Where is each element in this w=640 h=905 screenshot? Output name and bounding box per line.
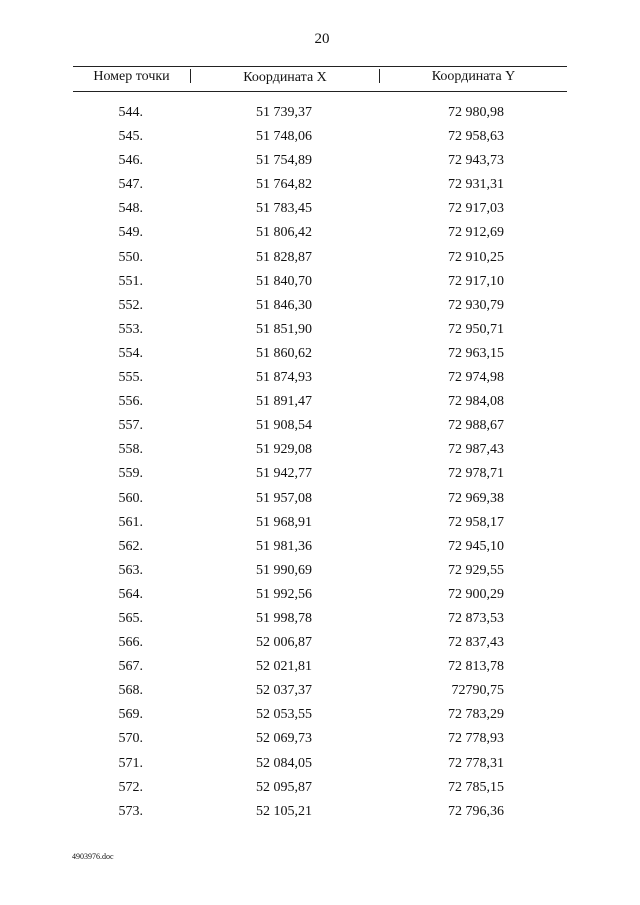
coordinate-y-cell: 72 958,17: [448, 514, 504, 530]
table-row: [0, 511, 640, 535]
point-number-cell: 566.: [118, 635, 143, 651]
table-header: [73, 66, 567, 92]
point-number-cell: 556.: [118, 394, 143, 410]
point-number-cell: 570.: [118, 731, 143, 747]
table-row: [0, 318, 640, 342]
coordinate-x-cell: 51 764,82: [256, 177, 312, 193]
coordinate-y-cell: 72 778,93: [448, 731, 504, 747]
table-row: [0, 390, 640, 414]
coordinate-x-cell: 51 860,62: [256, 345, 312, 361]
coordinate-x-cell: 51 846,30: [256, 297, 312, 313]
point-number-cell: 552.: [118, 297, 143, 313]
table-row: [0, 800, 640, 824]
point-number-cell: 546.: [118, 153, 143, 169]
table-row: [0, 535, 640, 559]
coordinate-x-cell: 51 806,42: [256, 225, 312, 241]
point-number-cell: 548.: [118, 201, 143, 217]
coordinate-y-cell: 72 912,69: [448, 225, 504, 241]
coordinate-y-cell: 72 958,63: [448, 129, 504, 145]
table-row: [0, 173, 640, 197]
coordinate-y-cell: 72 963,15: [448, 345, 504, 361]
coordinate-y-cell: 72 974,98: [448, 370, 504, 386]
coordinate-x-cell: 52 105,21: [256, 803, 312, 819]
table-row: [0, 197, 640, 221]
coordinate-y-cell: 72 813,78: [448, 659, 504, 675]
point-number-cell: 567.: [118, 659, 143, 675]
coordinate-x-cell: 51 968,91: [256, 514, 312, 530]
coordinate-x-cell: 51 840,70: [256, 273, 312, 289]
table-row: [0, 679, 640, 703]
coordinate-y-cell: 72 943,73: [448, 153, 504, 169]
point-number-cell: 557.: [118, 418, 143, 434]
coordinate-y-cell: 72 930,79: [448, 297, 504, 313]
point-number-cell: 568.: [118, 683, 143, 699]
coordinate-x-cell: 51 739,37: [256, 105, 312, 120]
point-number-cell: 561.: [118, 514, 143, 530]
coordinate-x-cell: 51 981,36: [256, 538, 312, 554]
coordinate-y-cell: 72 873,53: [448, 610, 504, 626]
point-number-cell: 565.: [118, 610, 143, 626]
coordinate-y-cell: 72 778,31: [448, 755, 504, 771]
point-number-cell: 544.: [118, 105, 143, 120]
coordinate-x-cell: 51 891,47: [256, 394, 312, 410]
coordinate-y-cell: 72 785,15: [448, 779, 504, 795]
coordinate-y-cell: 72 969,38: [448, 490, 504, 506]
header-point-number: Номер точки: [93, 69, 170, 84]
point-number-cell: 553.: [118, 321, 143, 337]
coordinate-x-cell: 51 942,77: [256, 466, 312, 482]
coordinate-x-cell: 52 069,73: [256, 731, 312, 747]
point-number-cell: 559.: [118, 466, 143, 482]
page-number: 20: [314, 31, 330, 47]
table-row: [0, 776, 640, 800]
coordinate-x-cell: 51 957,08: [256, 490, 312, 506]
point-number-cell: 571.: [118, 755, 143, 771]
coordinate-x-cell: 52 037,37: [256, 683, 312, 699]
table-row: [0, 125, 640, 149]
coordinate-x-cell: 51 908,54: [256, 418, 312, 434]
coordinate-y-cell: 72 945,10: [448, 538, 504, 554]
table-row: [0, 655, 640, 679]
coordinate-y-cell: 72 796,36: [448, 803, 504, 819]
table-row: [0, 727, 640, 751]
coordinate-x-cell: 51 992,56: [256, 586, 312, 602]
table-row: [0, 703, 640, 727]
coordinate-x-cell: 52 095,87: [256, 779, 312, 795]
table-row: [0, 607, 640, 631]
table-row: [0, 631, 640, 655]
coordinate-y-cell: 72 929,55: [448, 562, 504, 578]
coordinate-x-cell: 51 998,78: [256, 610, 312, 626]
coordinate-y-cell: 72 900,29: [448, 586, 504, 602]
table-body: [0, 101, 640, 824]
coordinate-y-cell: 72 978,71: [448, 466, 504, 482]
coordinate-x-cell: 51 754,89: [256, 153, 312, 169]
coordinate-x-cell: 52 053,55: [256, 707, 312, 723]
table-row: [0, 221, 640, 245]
point-number-cell: 555.: [118, 370, 143, 386]
coordinate-y-cell: 72 980,98: [448, 105, 504, 120]
table-row: [0, 101, 640, 125]
coordinate-x-cell: 51 874,93: [256, 370, 312, 386]
table-row: [0, 149, 640, 173]
coordinate-x-cell: 51 828,87: [256, 249, 312, 265]
coordinate-y-cell: 72 931,31: [448, 177, 504, 193]
coordinate-x-cell: 51 851,90: [256, 321, 312, 337]
coordinate-y-cell: 72 837,43: [448, 635, 504, 651]
point-number-cell: 547.: [118, 177, 143, 193]
coordinate-y-cell: 72 950,71: [448, 321, 504, 337]
point-number-cell: 569.: [118, 707, 143, 723]
coordinate-y-cell: 72 910,25: [448, 249, 504, 265]
coordinate-x-cell: 52 006,87: [256, 635, 312, 651]
coordinate-x-cell: 51 748,06: [256, 129, 312, 145]
table-row: [0, 270, 640, 294]
point-number-cell: 549.: [118, 225, 143, 241]
point-number-cell: 558.: [118, 442, 143, 458]
point-number-cell: 563.: [118, 562, 143, 578]
point-number-cell: 554.: [118, 345, 143, 361]
footer-filename: 4903976.doc: [72, 852, 114, 861]
point-number-cell: 560.: [118, 490, 143, 506]
point-number-cell: 545.: [118, 129, 143, 145]
table-row: [0, 294, 640, 318]
point-number-cell: 564.: [118, 586, 143, 602]
coordinate-x-cell: 51 783,45: [256, 201, 312, 217]
point-number-cell: 551.: [118, 273, 143, 289]
coordinate-y-cell: 72 783,29: [448, 707, 504, 723]
table-row: [0, 366, 640, 390]
point-number-cell: 572.: [118, 779, 143, 795]
point-number-cell: 562.: [118, 538, 143, 554]
table-row: [0, 752, 640, 776]
header-coordinate-x: Координата X: [190, 69, 380, 83]
table-row: [0, 342, 640, 366]
coordinate-y-cell: 72 917,03: [448, 201, 504, 217]
point-number-cell: 550.: [118, 249, 143, 265]
table-row: [0, 487, 640, 511]
table-row: [0, 559, 640, 583]
header-coordinate-y: Координата Y: [431, 69, 516, 84]
coordinate-y-cell: 72 917,10: [448, 273, 504, 289]
table-row: [0, 438, 640, 462]
coordinate-x-cell: 51 990,69: [256, 562, 312, 578]
table-row: [0, 246, 640, 270]
coordinate-y-cell: 72 984,08: [448, 394, 504, 410]
table-row: [0, 583, 640, 607]
coordinate-y-cell: 72 987,43: [448, 442, 504, 458]
coordinate-y-cell: 72790,75: [451, 683, 504, 699]
coordinate-x-cell: 51 929,08: [256, 442, 312, 458]
table-row: [0, 414, 640, 438]
coordinate-x-cell: 52 021,81: [256, 659, 312, 675]
table-row: [0, 462, 640, 486]
point-number-cell: 573.: [118, 803, 143, 819]
coordinate-y-cell: 72 988,67: [448, 418, 504, 434]
coordinate-x-cell: 52 084,05: [256, 755, 312, 771]
